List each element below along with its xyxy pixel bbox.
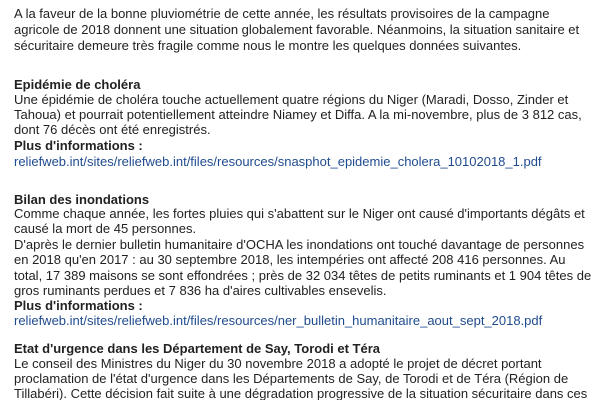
cholera-line-1: Une épidémie de choléra touche actuellement quatre régions du Niger (Maradi, Dosso, Zinder et (14, 92, 569, 107)
floods-line-5: total, 17 389 maisons se sont effondrées ; près de 32 034 têtes de petits ruminants et 1 904 têtes de (14, 268, 592, 283)
cholera-more-info-label: Plus d'informations : (14, 138, 143, 153)
floods-line-6: gros ruminants perdues et 7 836 ha d'aires cultivables ensevelis. (14, 283, 387, 298)
floods-line-4: en 2018 qu'en 2017 : au 30 septembre 2018, les intempéries ont affecté 208 416 personnes. Au (14, 252, 566, 267)
floods-heading: Bilan des inondations (14, 192, 150, 207)
emergency-heading: Etat d'urgence dans les Département de Say, Torodi et Téra (14, 341, 380, 356)
cholera-line-3: dont 76 décès ont été enregistrés. (14, 122, 211, 137)
floods-line-2: causé la mort de 45 personnes. (14, 221, 197, 236)
cholera-line-2: Tahoua) et pourrait potentiellement atteindre Niamey et Diffa. A la mi-novembre, plus de 3 812 cas, (14, 107, 582, 122)
emergency-line-1: Le conseil des Ministres du Niger du 30 novembre 2018 a adopté le projet de décret portant (14, 356, 542, 371)
intro-line-1: A la faveur de la bonne pluviométrie de cette année, les résultats provisoires de la campagne (14, 6, 550, 21)
cholera-heading: Epidémie de choléra (14, 77, 141, 92)
floods-more-info-link[interactable]: reliefweb.int/sites/reliefweb.int/files/resources/ner_bulletin_humanitaire_aout_sept_2018.pdf (14, 313, 543, 328)
emergency-line-3: Tillabéri). Cette décision fait suite à une dégradation progressive de la situation sécuritaire dans ces (14, 386, 588, 400)
intro-line-3: sécuritaire demeure très fragile comme nous le montre les quelques données suivantes. (14, 38, 522, 53)
floods-more-info-label: Plus d'informations : (14, 298, 143, 313)
floods-line-3: D'après le dernier bulletin humanitaire d'OCHA les inondations ont touché davantage de personnes (14, 237, 585, 252)
emergency-line-2: proclamation de l'état d'urgence dans les Départements de Say, de Torodi et de Téra (Région de (14, 371, 569, 386)
intro-line-2: agricole de 2018 donnent une situation globalement favorable. Néanmoins, la situation sanitaire et (14, 22, 580, 37)
cholera-more-info-link[interactable]: reliefweb.int/sites/reliefweb.int/files/resources/snasphot_epidemie_cholera_10102018_1.pdf (14, 154, 542, 169)
floods-line-1: Comme chaque année, les fortes pluies qui s'abattent sur le Niger ont causé d'importants dégâts et (14, 206, 585, 221)
